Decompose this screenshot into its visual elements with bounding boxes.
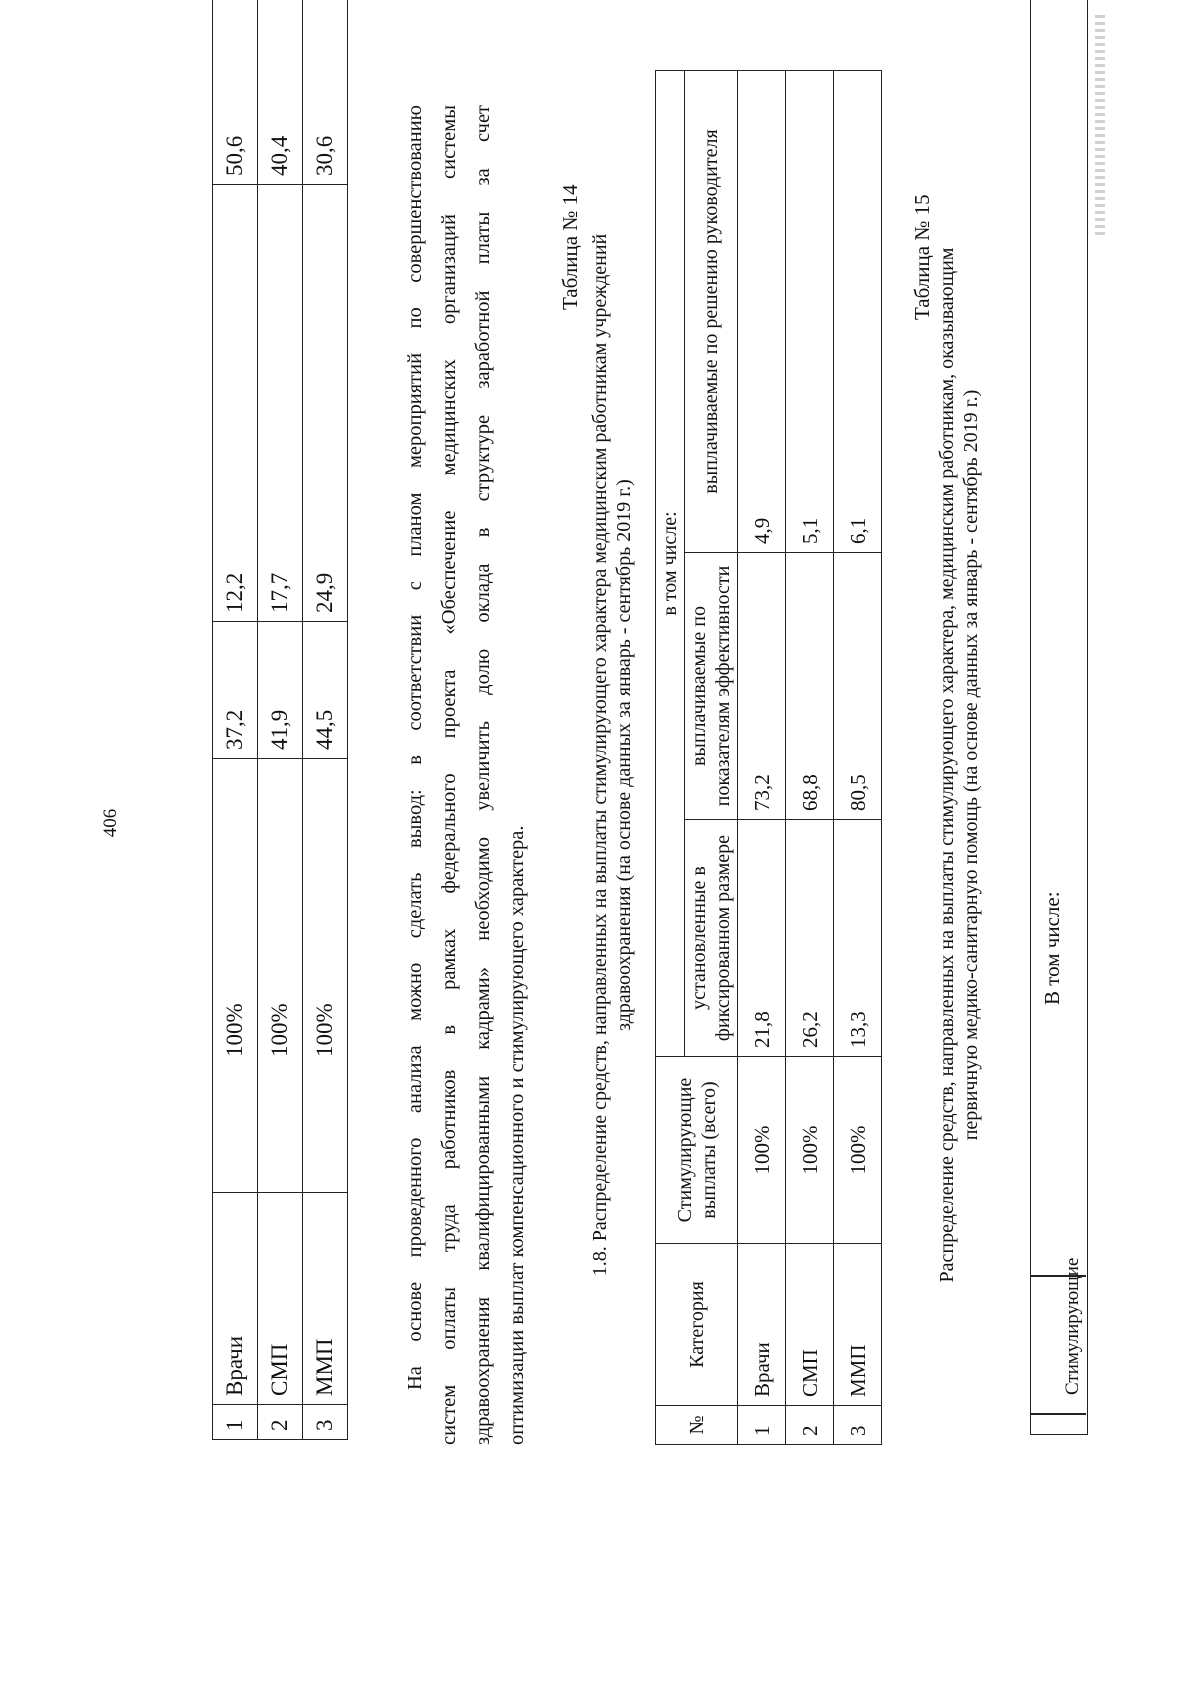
table-14-title-line: 1.8. Распределение средств, направленных на выплаты стимулирующего характера медицинским работникам учреждений <box>589 233 611 1277</box>
conclusion-paragraph <box>398 105 534 1445</box>
table-14-title-line: здравоохранения (на основе данных за январь - сентябрь 2019 г.) <box>613 479 635 1031</box>
cell-value: 100% <box>258 759 303 1193</box>
row-number: 2 <box>258 1405 303 1440</box>
page-number: 406 <box>100 808 121 838</box>
cell-fixed: 21,8 <box>738 820 786 1057</box>
cell-value: 40,4 <box>258 0 303 185</box>
scan-artifact <box>1095 15 1105 235</box>
table-15-title-line: первичную медико-санитарную помощь (на основе данных за январь - сентябрь 2019 г.) <box>960 389 982 1141</box>
row-category: ММП <box>834 1244 882 1406</box>
cell-manager: 4,9 <box>738 71 786 553</box>
cell-manager: 6,1 <box>834 71 882 553</box>
table-14-caption: Таблица № 14 <box>558 184 582 310</box>
cell-total: 100% <box>786 1057 834 1244</box>
paragraph-line: систем оплаты труда работников в рамках федерального проекта «Обеспечение медицинских организаций системы <box>438 105 460 1445</box>
table-15-group-header: В том числе: <box>1040 891 1064 1005</box>
table-14 <box>655 70 882 1445</box>
table-15-title <box>935 85 983 1445</box>
table-15-divider <box>1030 1413 1086 1415</box>
table-13-body <box>213 0 348 1440</box>
row-category: Врачи <box>213 1193 258 1405</box>
table-row <box>738 71 786 1445</box>
paragraph-line: оптимизации выплат компенсационного и стимулирующего характера. <box>506 825 528 1445</box>
paragraph-line: На основе проведенного анализа можно сделать вывод: в соответствии с планом мероприятий по совершенствованию <box>404 105 426 1390</box>
row-number: 2 <box>786 1406 834 1445</box>
header-category: Категория <box>656 1244 738 1406</box>
cell-value: 30,6 <box>303 0 348 185</box>
cell-value: 37,2 <box>213 622 258 759</box>
cell-value: 12,2 <box>213 185 258 622</box>
cell-fixed: 26,2 <box>786 820 834 1057</box>
cell-value: 100% <box>303 759 348 1193</box>
cell-value: 100% <box>213 759 258 1193</box>
table-15-title-line: Распределение средств, направленных на выплаты стимулирующего характера, медицинским работникам, оказывающим <box>936 247 958 1283</box>
cell-fixed: 13,3 <box>834 820 882 1057</box>
header-manager: выплачиваемые по решению руководителя <box>685 71 738 553</box>
cell-total: 100% <box>834 1057 882 1244</box>
row-number: 3 <box>834 1406 882 1445</box>
table-13-continuation <box>212 0 348 1440</box>
row-number: 3 <box>303 1405 348 1440</box>
table-14-body <box>738 71 882 1445</box>
table-15-caption: Таблица № 15 <box>910 194 934 320</box>
row-category: СМП <box>258 1193 303 1405</box>
table-row <box>213 0 258 1440</box>
cell-value: 17,7 <box>258 185 303 622</box>
cell-value: 24,9 <box>303 185 348 622</box>
table-15-frame <box>1030 0 1088 1435</box>
cell-manager: 5,1 <box>786 71 834 553</box>
row-number: 1 <box>738 1406 786 1445</box>
table-row <box>258 0 303 1440</box>
row-category: ММП <box>303 1193 348 1405</box>
paragraph-line: здравоохранения квалифицированными кадрами» необходимо увеличить долю оклада в структуре заработной платы за счет <box>472 105 494 1445</box>
row-category: Врачи <box>738 1244 786 1406</box>
table-15-partial-header: Стимулирующие <box>1062 1257 1083 1395</box>
table-14-title <box>588 115 636 1395</box>
cell-efficiency: 68,8 <box>786 553 834 820</box>
cell-value: 41,9 <box>258 622 303 759</box>
row-number: 1 <box>213 1405 258 1440</box>
header-efficiency: выплачиваемые по показателям эффективности <box>685 553 738 820</box>
header-num: № <box>656 1406 738 1445</box>
header-total: Стимулирующие выплаты (всего) <box>656 1057 738 1244</box>
table-row <box>786 71 834 1445</box>
header-fixed: установленные в фиксированном размере <box>685 820 738 1057</box>
cell-total: 100% <box>738 1057 786 1244</box>
row-category: СМП <box>786 1244 834 1406</box>
header-group: в том числе: <box>656 71 685 1057</box>
cell-value: 50,6 <box>213 0 258 185</box>
table-row <box>303 0 348 1440</box>
cell-efficiency: 80,5 <box>834 553 882 820</box>
cell-value: 44,5 <box>303 622 348 759</box>
table-row <box>834 71 882 1445</box>
cell-efficiency: 73,2 <box>738 553 786 820</box>
